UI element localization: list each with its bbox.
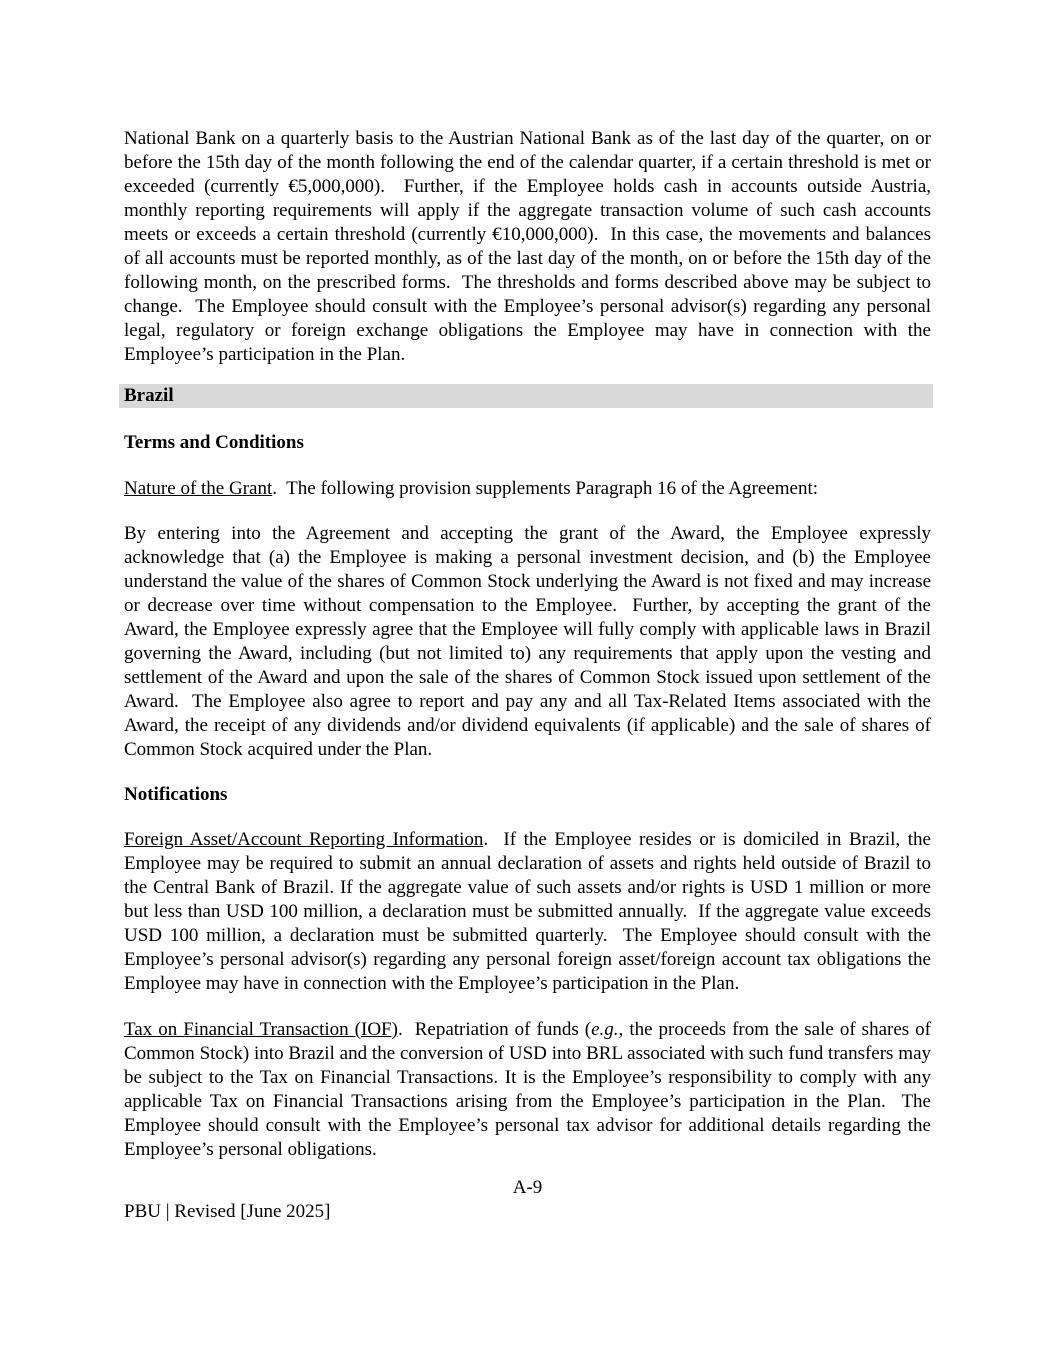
iof-body-1: . Repatriation of funds ( xyxy=(397,1019,592,1040)
nature-of-grant-body-paragraph: By entering into the Agreement and accepting the grant of the Award, the Employee expressly acknowledge that (a) the Employee is making a personal investment decision, and (b) the Employee understand the value of the shares of Common Stock underlying the Award is not fixed and may increase or decrease over time without compensation to the Employee. Further, by accepting the grant of the Award, the Employee expressly agree that the Employee will fully comply with applicable laws in Brazil governing the Award, including (but not limited to) any requirements that apply upon the vesting and settlement of the Award and upon the sale of the shares of Common Stock issued upon settlement of the Award. The Employee also agree to report and pay any and all Tax-Related Items associated with the Award, the receipt of any dividends and/or dividend equivalents (if applicable) and the sale of shares of Common Stock acquired under the Plan. xyxy=(124,523,936,760)
foreign-asset-body: . If the Employee resides or is domiciled in Brazil, the Employee may be required to submit an annual declaration of assets and rights held outside of Brazil to the Central Bank of Brazil. If the aggregate value of such assets and/or rights is USD 1 million or more but less than USD 100 million, a declaration must be submitted annually. If the aggregate value exceeds USD 100 million, a declaration must be submitted quarterly. The Employee should consult with the Employee’s personal advisor(s) regarding any personal foreign asset/foreign account tax obligations the Employee may have in connection with the Employee’s participation in the Plan. xyxy=(124,829,936,994)
foreign-asset-lead: Foreign Asset/Account Reporting Information xyxy=(124,829,484,850)
iof-eg-italic: e.g. xyxy=(591,1019,619,1040)
intro-paragraph: National Bank on a quarterly basis to the Austrian National Bank as of the last day of the quarter, on or before the 15th day of the month following the end of the calendar quarter, if a certain threshold is met or exceeded (currently €5,000,000). Further, if the Employee holds cash in accounts outside Austria, monthly reporting requirements will apply if the aggregate transaction volume of such cash accounts meets or exceeds a certain threshold (currently €10,000,000). In this case, the movements and balances of all accounts must be reported monthly, as of the last day of the month, on or before the 15th day of the following month, on the prescribed forms. The thresholds and forms described above may be subject to change. The Employee should consult with the Employee’s personal advisor(s) regarding any personal legal, regulatory or foreign exchange obligations the Employee may have in connection with the Employee’s participation in the Plan. xyxy=(124,128,936,365)
nature-of-grant-intro-rest: . The following provision supplements Paragraph 16 of the Agreement: xyxy=(272,478,819,499)
country-header-brazil xyxy=(119,384,933,408)
page-number: A-9 xyxy=(512,1177,543,1198)
iof-lead: Tax on Financial Transaction (IOF) xyxy=(124,1019,398,1040)
iof-paragraph xyxy=(124,1018,936,1162)
iof-body-2: , the proceeds from the sale of shares of Common Stock) into Brazil and the conversion of USD into BRL associated with such fund transfers may be subject to the Tax on Financial Transactions. It is the Employee’s responsibility to comply with any applicable Tax on Financial Transactions arising from the Employee’s participation in the Plan. The Employee should consult with the Employee’s personal tax advisor for additional details regarding the Employee’s personal obligations. xyxy=(124,1019,936,1160)
terms-and-conditions-heading: Terms and Conditions xyxy=(124,432,304,453)
foreign-asset-paragraph xyxy=(124,828,936,996)
nature-of-grant-lead: Nature of the Grant xyxy=(124,478,273,499)
notifications-heading: Notifications xyxy=(124,784,228,805)
footer-doc-ref: PBU | Revised [June 2025] xyxy=(124,1201,331,1222)
country-header-label: Brazil xyxy=(124,385,174,406)
nature-of-grant-intro-line xyxy=(124,477,931,501)
